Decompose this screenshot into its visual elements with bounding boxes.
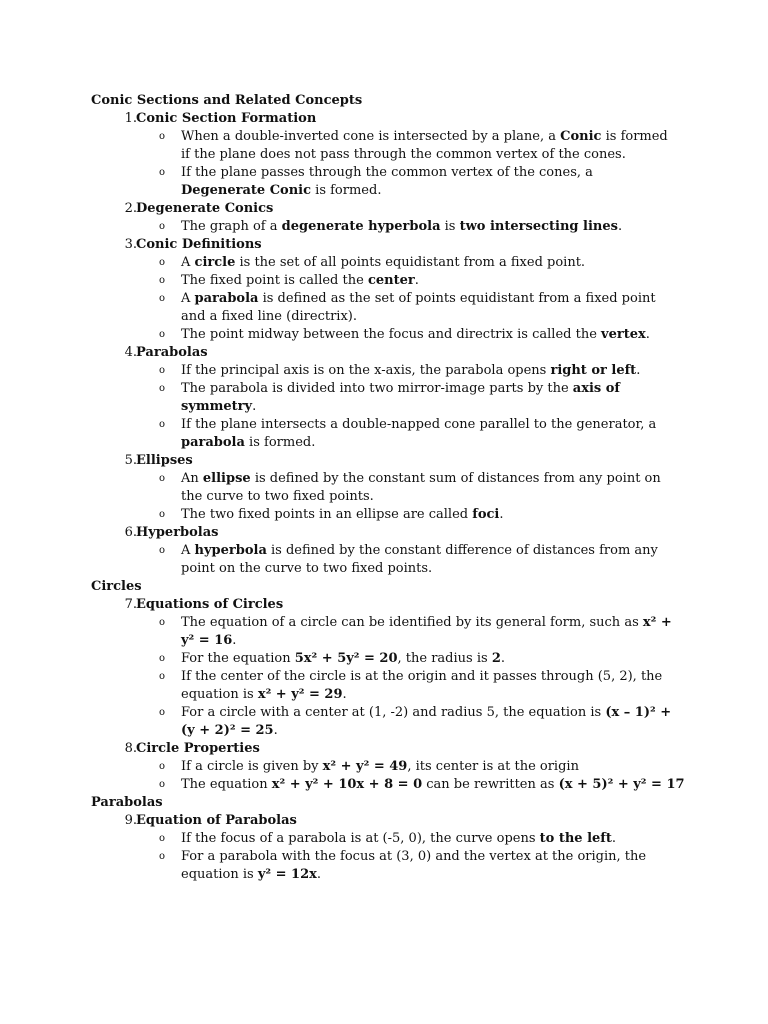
bold-term: x² + xyxy=(642,615,672,630)
document-line xyxy=(91,470,691,488)
document-line xyxy=(91,164,691,182)
document-line xyxy=(91,704,691,722)
bullet-marker: o xyxy=(159,473,166,484)
list-item-title: Hyperbolas xyxy=(136,525,219,540)
list-item-title: Circle Properties xyxy=(136,741,260,756)
bullet-marker: o xyxy=(159,779,166,790)
list-number: 9. xyxy=(124,813,137,828)
bold-term: right or left xyxy=(550,363,637,378)
document-line xyxy=(91,542,691,560)
document-line xyxy=(91,740,691,758)
bullet-marker: o xyxy=(159,509,166,520)
bold-term: (x – 1)² + xyxy=(605,705,672,720)
document-line xyxy=(91,812,691,830)
document-line xyxy=(91,362,691,380)
bold-term: (x + 5)² + y² = 17 xyxy=(558,777,685,792)
document-body xyxy=(91,92,691,884)
list-number: 1. xyxy=(124,111,137,126)
bold-term: vertex xyxy=(601,327,646,342)
bullet-marker: o xyxy=(159,221,166,232)
document-line xyxy=(91,218,691,236)
list-item-title: Degenerate Conics xyxy=(136,201,274,216)
document-line xyxy=(91,506,691,524)
bold-term: ellipse xyxy=(202,471,251,486)
bullet-marker: o xyxy=(159,167,166,178)
bold-term: circle xyxy=(194,255,236,270)
document-line xyxy=(91,272,691,290)
bullet-text: If the focus of a parabola is at (-5, 0), the curve opens to the left. xyxy=(181,831,617,846)
section-heading: Circles xyxy=(91,579,142,594)
document-line xyxy=(91,632,691,650)
bullet-text: For the equation 5x² + 5y² = 20, the radius is 2. xyxy=(181,651,505,666)
document-line xyxy=(91,182,691,200)
bold-term: to the left xyxy=(539,831,612,846)
bullet-text: symmetry. xyxy=(181,399,257,414)
bullet-text: The parabola is divided into two mirror-image parts by the axis of xyxy=(181,381,621,396)
document-line xyxy=(91,236,691,254)
bullet-text: The equation x² + y² + 10x + 8 = 0 can be rewritten as (x + 5)² + y² = 17 xyxy=(181,777,685,792)
bullet-text: If a circle is given by x² + y² = 49, its center is at the origin xyxy=(181,759,579,774)
bold-term: x² + y² = 49 xyxy=(322,759,408,774)
bullet-text: equation is y² = 12x. xyxy=(181,867,322,882)
document-line xyxy=(91,110,691,128)
bullet-marker: o xyxy=(159,257,166,268)
document-line xyxy=(91,758,691,776)
document-line xyxy=(91,128,691,146)
bullet-marker: o xyxy=(159,617,166,628)
bullet-text: The equation of a circle can be identified by its general form, such as x² + xyxy=(181,615,672,630)
list-item-title: Ellipses xyxy=(136,453,193,468)
bold-term: foci xyxy=(472,507,500,522)
bold-term: y² = 16 xyxy=(181,633,233,648)
bullet-marker: o xyxy=(159,653,166,664)
bold-term: x² + y² = 29 xyxy=(257,687,343,702)
list-number: 5. xyxy=(124,453,137,468)
bullet-text: equation is x² + y² = 29. xyxy=(181,687,347,702)
bullet-text: parabola is formed. xyxy=(181,435,316,450)
document-line xyxy=(91,488,691,506)
list-item-title: Conic Section Formation xyxy=(136,111,317,126)
document-line xyxy=(91,200,691,218)
bold-term: degenerate hyperbola xyxy=(281,219,441,234)
bullet-marker: o xyxy=(159,851,166,862)
bullet-text: If the plane passes through the common vertex of the cones, a xyxy=(181,165,593,180)
list-number: 7. xyxy=(124,597,137,612)
document-line xyxy=(91,326,691,344)
bullet-text: The fixed point is called the center. xyxy=(181,273,419,288)
bullet-text: and a fixed line (directrix). xyxy=(181,309,357,324)
list-number: 3. xyxy=(124,237,137,252)
document-line xyxy=(91,866,691,884)
bold-term: y² = 12x xyxy=(257,867,317,882)
bold-term: axis of xyxy=(572,381,621,396)
bullet-marker: o xyxy=(159,293,166,304)
list-item-title: Equation of Parabolas xyxy=(136,813,297,828)
document-line xyxy=(91,650,691,668)
bullet-marker: o xyxy=(159,275,166,286)
bullet-marker: o xyxy=(159,383,166,394)
bullet-text: A hyperbola is defined by the constant difference of distances from any xyxy=(181,543,658,558)
bullet-text: The point midway between the focus and directrix is called the vertex. xyxy=(181,327,650,342)
section-heading: Conic Sections and Related Concepts xyxy=(91,93,363,108)
bullet-marker: o xyxy=(159,365,166,376)
document-line xyxy=(91,434,691,452)
bold-term: x² + y² + 10x + 8 = 0 xyxy=(271,777,423,792)
document-line xyxy=(91,560,691,578)
list-number: 4. xyxy=(124,345,137,360)
bullet-text: For a circle with a center at (1, -2) and radius 5, the equation is (x – 1)² + xyxy=(181,705,672,720)
bold-term: Degenerate Conic xyxy=(181,183,312,198)
list-number: 8. xyxy=(124,741,137,756)
document-line xyxy=(91,290,691,308)
bullet-marker: o xyxy=(159,707,166,718)
document-line xyxy=(91,92,691,110)
document-line xyxy=(91,614,691,632)
list-item-title: Equations of Circles xyxy=(136,597,284,612)
bullet-text: if the plane does not pass through the common vertex of the cones. xyxy=(181,147,626,162)
bullet-text: y² = 16. xyxy=(181,633,237,648)
bullet-text: The graph of a degenerate hyperbola is two intersecting lines. xyxy=(181,219,623,234)
bold-term: parabola xyxy=(194,291,259,306)
list-number: 2. xyxy=(124,201,137,216)
bullet-text: For a parabola with the focus at (3, 0) and the vertex at the origin, the xyxy=(181,849,647,864)
bullet-text: An ellipse is defined by the constant sum of distances from any point on xyxy=(181,471,661,486)
section-heading: Parabolas xyxy=(91,795,163,810)
document-line xyxy=(91,380,691,398)
bold-term: hyperbola xyxy=(194,543,267,558)
list-number: 6. xyxy=(124,525,137,540)
bullet-text: If the plane intersects a double-napped cone parallel to the generator, a xyxy=(181,417,657,432)
bullet-text: (y + 2)² = 25. xyxy=(181,723,278,738)
document-line xyxy=(91,398,691,416)
list-item-title: Conic Definitions xyxy=(136,237,262,252)
bullet-text: If the principal axis is on the x-axis, the parabola opens right or left. xyxy=(181,363,641,378)
bullet-text: When a double-inverted cone is intersected by a plane, a Conic is formed xyxy=(181,129,668,144)
bullet-marker: o xyxy=(159,329,166,340)
bold-term: center xyxy=(367,273,415,288)
bullet-text: The two fixed points in an ellipse are called foci. xyxy=(181,507,504,522)
document-line xyxy=(91,794,691,812)
document-line xyxy=(91,524,691,542)
bullet-text: If the center of the circle is at the origin and it passes through (5, 2), the xyxy=(181,669,663,684)
document-line xyxy=(91,344,691,362)
document-line xyxy=(91,776,691,794)
bullet-marker: o xyxy=(159,761,166,772)
bullet-marker: o xyxy=(159,419,166,430)
bold-term: parabola xyxy=(181,435,245,450)
bold-term: symmetry xyxy=(181,399,253,414)
bullet-text: A parabola is defined as the set of points equidistant from a fixed point xyxy=(181,291,656,306)
bullet-text: A circle is the set of all points equidistant from a fixed point. xyxy=(181,255,586,270)
bold-term: 5x² + 5y² = 20 xyxy=(294,651,398,666)
bullet-marker: o xyxy=(159,833,166,844)
document-line xyxy=(91,686,691,704)
document-line xyxy=(91,578,691,596)
bullet-text: the curve to two fixed points. xyxy=(181,489,374,504)
document-line xyxy=(91,830,691,848)
bullet-marker: o xyxy=(159,671,166,682)
document-line xyxy=(91,146,691,164)
bullet-marker: o xyxy=(159,545,166,556)
document-line xyxy=(91,452,691,470)
document-line xyxy=(91,416,691,434)
bullet-text: point on the curve to two fixed points. xyxy=(181,561,433,576)
document-line xyxy=(91,596,691,614)
bold-term: 2 xyxy=(491,651,501,666)
document-line xyxy=(91,848,691,866)
bullet-text: Degenerate Conic is formed. xyxy=(181,183,382,198)
list-item-title: Parabolas xyxy=(136,345,208,360)
bold-term: (y + 2)² = 25 xyxy=(181,723,274,738)
document-line xyxy=(91,668,691,686)
bullet-marker: o xyxy=(159,131,166,142)
bold-term: two intersecting lines xyxy=(459,219,618,234)
bold-term: Conic xyxy=(560,129,602,144)
document-line xyxy=(91,722,691,740)
document-line xyxy=(91,254,691,272)
document-line xyxy=(91,308,691,326)
